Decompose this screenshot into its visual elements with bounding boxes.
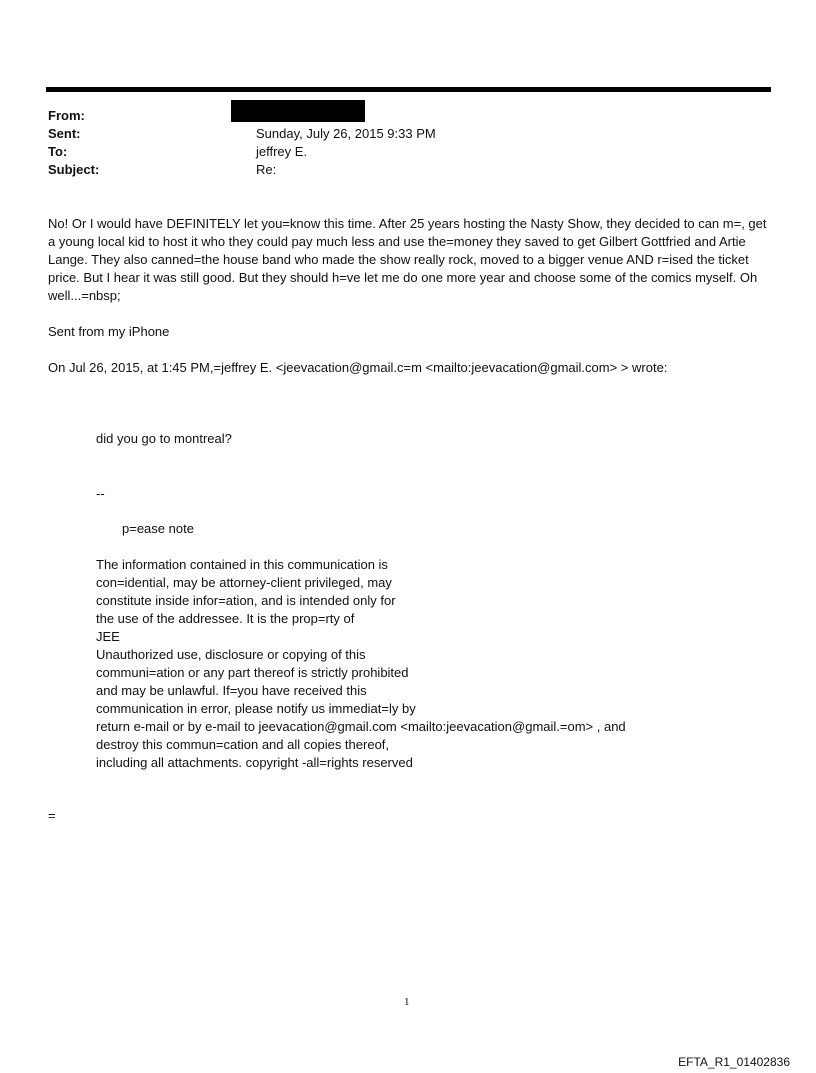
disclaimer-line: communi=ation or any part thereof is strictly prohibited [96,665,409,680]
sent-value: Sunday, July 26, 2015 9:33 PM [256,126,436,141]
subject-label: Subject: [48,162,100,177]
quoted-note: p=ease note [122,521,194,536]
quote-intro: On Jul 26, 2015, at 1:45 PM,=jeffrey E. <jeevacation@gmail.c=m <mailto:jeevacation@gmail.com> > wrote: [48,360,668,375]
disclaimer-line: The information contained in this communication is [96,557,388,572]
disclaimer [96,556,626,772]
quoted-separator: -- [96,486,105,501]
disclaimer-line: return e-mail or by e-mail to jeevacation@gmail.com <mailto:jeevacation@gmail.=om> , and [96,719,626,734]
disclaimer-line: and may be unlawful. If=you have received this [96,683,367,698]
disclaimer-line: JEE [96,629,120,644]
trailer-mark: = [48,808,56,823]
document-id: EFTA_R1_01402836 [678,1055,790,1069]
disclaimer-line: the use of the addressee. It is the prop=rty of [96,611,355,626]
header-rule [46,87,771,92]
subject-value: Re: [256,162,277,177]
quoted-question: did you go to montreal? [96,431,232,446]
redacted-sender [231,100,365,122]
disclaimer-line: communication in error, please notify us immediat=ly by [96,701,416,716]
disclaimer-line: con=idential, may be attorney-client privileged, may [96,575,392,590]
to-value: jeffrey E. [256,144,308,159]
page-number: 1 [404,996,410,1008]
signature: Sent from my iPhone [48,324,170,339]
disclaimer-line: Unauthorized use, disclosure or copying of this [96,647,366,662]
disclaimer-line: constitute inside infor=ation, and is intended only for [96,593,396,608]
message-body: No! Or I would have DEFINITELY let you=know this time. After 25 years hosting the Nasty Show, they decided to can m=, get a young local kid to host it who they could pay much less and use the=money they saved to get Gilbert Gottfried and Artie Lange. They also canned=the house band who made the show really rock, moved to a bigger venue AND r=ised the ticket price. But I hear it was still good. But they should h=ve let me do one more year and choose some of the comics myself. Oh well...=nbsp; [48,216,767,303]
sent-label: Sent: [48,126,81,141]
disclaimer-line: destroy this commun=cation and all copies thereof, [96,737,390,752]
to-label: To: [48,144,68,159]
disclaimer-line: including all attachments. copyright -all=rights reserved [96,755,413,770]
from-label: From: [48,108,85,123]
